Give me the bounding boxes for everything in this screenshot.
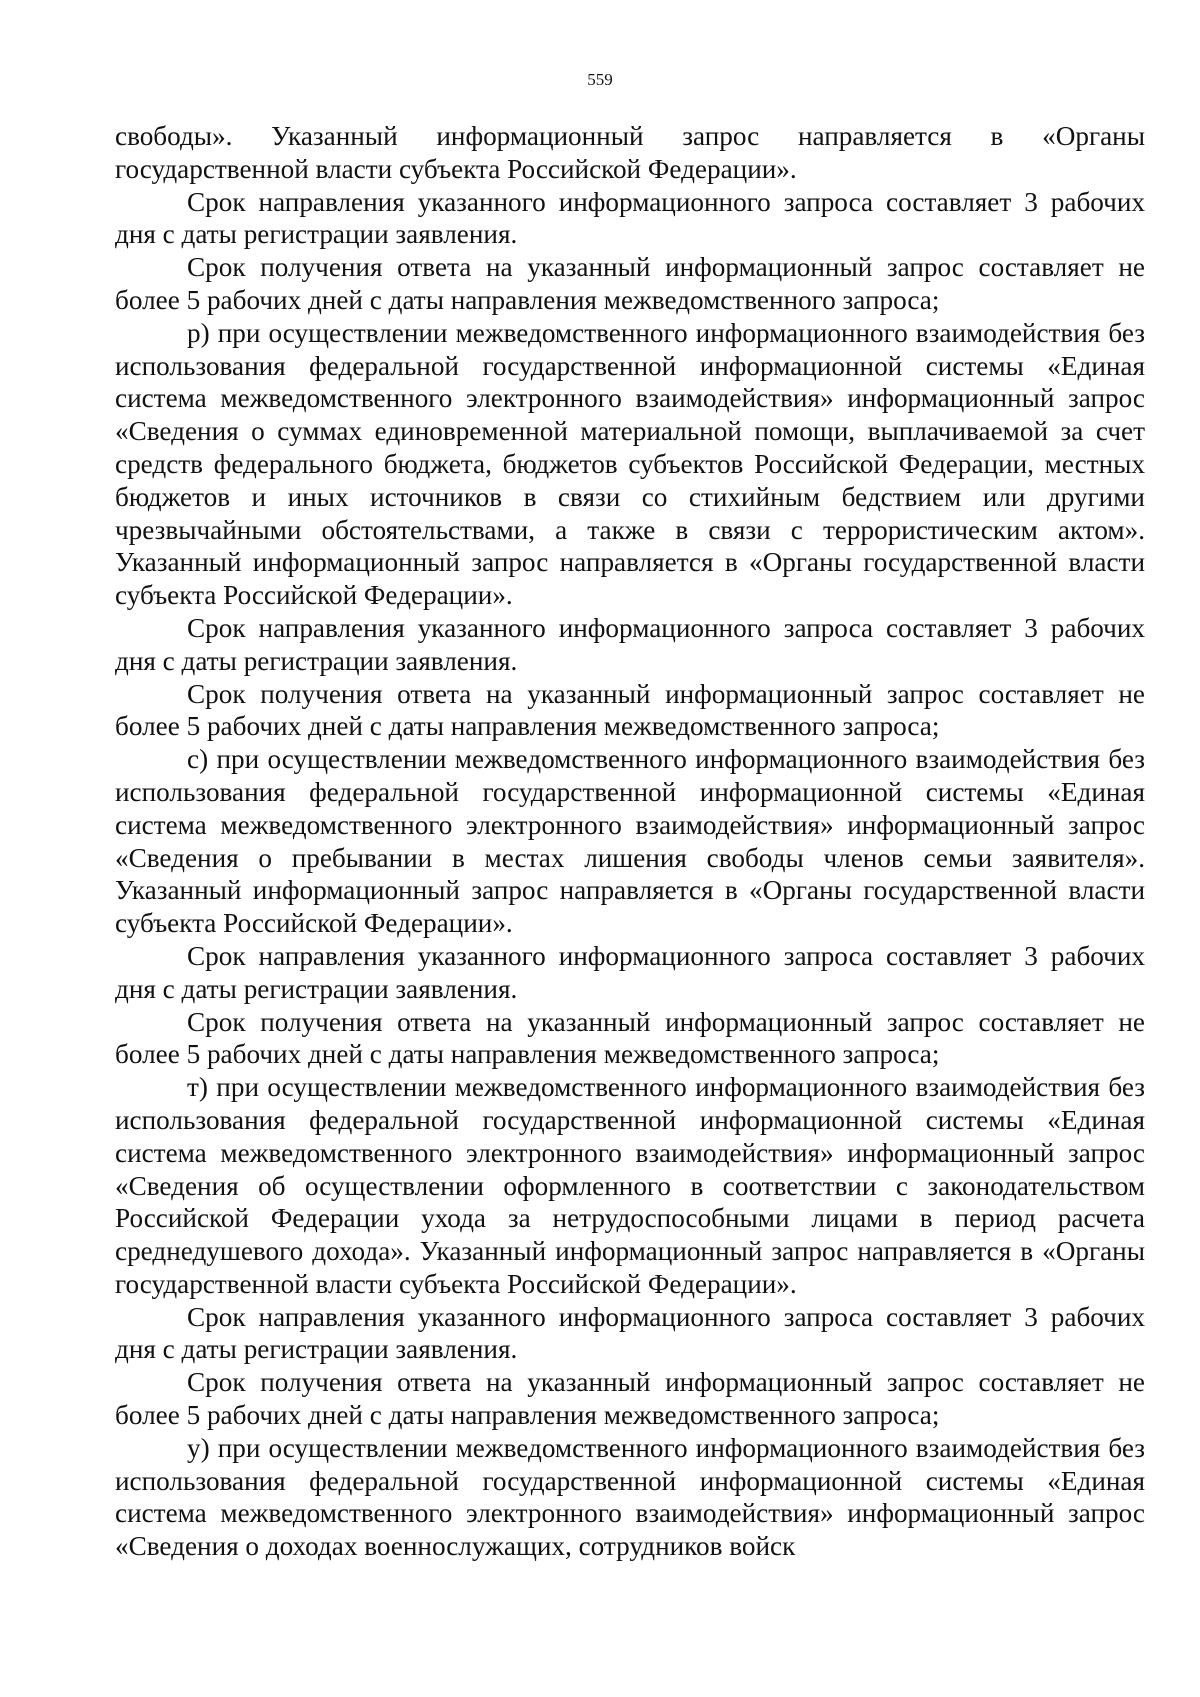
paragraph: Срок получения ответа на указанный информационный запрос составляет не более 5 рабочих дней с даты направления межведомственного запроса;	[115, 252, 1145, 315]
paragraph: у) при осуществлении межведомственного информационного взаимодействия без использования федеральной государственной информационной системы «Единая система межведомственного электронного взаимодействия» информационный запрос «Сведения о доходах военнослужащих, сотрудников войск	[115, 1432, 1145, 1562]
page-number: 559	[587, 70, 613, 89]
paragraph: Срок направления указанного информационного запроса составляет 3 рабочих дня с даты регистрации заявления.	[115, 186, 1145, 250]
paragraph: р) при осуществлении межведомственного информационного взаимодействия без использования федеральной государственной информационной системы «Единая система межведомственного электронного взаимодействия» информационный запрос «Сведения о суммах единовременной материальной помощи, выплачиваемой за счет средств федерального бюджета, бюджетов субъектов Российской Федерации, местных бюджетов и иных источников в связи со стихийным бедствием или другими чрезвычайными обстоятельствами, а также в связи с террористическим актом». Указанный информационный запрос направляется в «Органы государственной власти субъекта Российской Федерации».	[115, 317, 1145, 611]
paragraph: Срок направления указанного информационного запроса составляет 3 рабочих дня с даты регистрации заявления.	[115, 612, 1145, 676]
paragraph: Срок направления указанного информационного запроса составляет 3 рабочих дня с даты регистрации заявления.	[115, 1301, 1145, 1365]
paragraph: свободы». Указанный информационный запрос направляется в «Органы государственной власти субъекта Российской Федерации».	[115, 121, 1145, 184]
document-body	[115, 120, 1145, 1563]
paragraph: Срок направления указанного информационного запроса составляет 3 рабочих дня с даты регистрации заявления.	[115, 940, 1145, 1004]
paragraph: Срок получения ответа на указанный информационный запрос составляет не более 5 рабочих дней с даты направления межведомственного запроса;	[115, 678, 1145, 742]
paragraph: Срок получения ответа на указанный информационный запрос составляет не более 5 рабочих дней с даты направления межведомственного запроса;	[115, 1367, 1145, 1431]
paragraph: Срок получения ответа на указанный информационный запрос составляет не более 5 рабочих дней с даты направления межведомственного запроса;	[115, 1006, 1145, 1070]
paragraph: т) при осуществлении межведомственного информационного взаимодействия без использования федеральной государственной информационной системы «Единая система межведомственного электронного взаимодействия» информационный запрос «Сведения об осуществлении оформленного в соответствии с законодательством Российской Федерации ухода за нетрудоспособными лицами в период расчета среднедушевого дохода». Указанный информационный запрос направляется в «Органы государственной власти субъекта Российской Федерации».	[115, 1072, 1145, 1299]
paragraph: с) при осуществлении межведомственного информационного взаимодействия без использования федеральной государственной информационной системы «Единая система межведомственного электронного взаимодействия» информационный запрос «Сведения о пребывании в местах лишения свободы членов семьи заявителя». Указанный информационный запрос направляется в «Органы государственной власти субъекта Российской Федерации».	[115, 744, 1145, 939]
